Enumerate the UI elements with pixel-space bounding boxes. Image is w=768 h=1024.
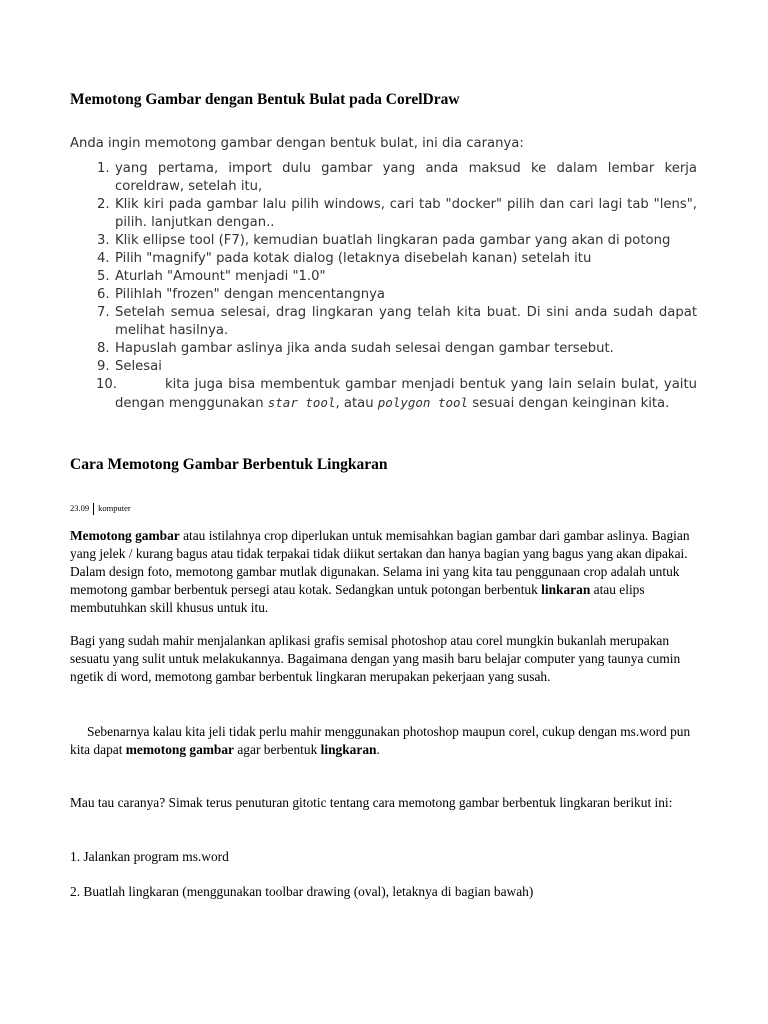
post-meta [70, 503, 131, 515]
list-item: 7. Setelah semua selesai, drag lingkaran yang telah kita buat. Di sini anda sudah dapat melihat hasilnya. [97, 305, 697, 338]
polygon-tool-text: polygon tool [377, 395, 469, 410]
steps-list [70, 160, 697, 413]
paragraph-2: Bagi yang sudah mahir menjalankan aplikasi grafis semisal photoshop atau corel mungkin bukanlah merupakan sesuatu yang sulit untuk melakukannya. Bagaimana dengan yang masih baru belajar computer yang taunya cumin ngetik di word, memotong gambar berbentuk lingkaran merupakan pekerjaan yang susah. [70, 633, 681, 684]
paragraph-4: Mau tau caranya? Simak terus penuturan gitotic tentang cara memotong gambar berbentuk lingkaran berikut ini: [70, 795, 673, 810]
list-item: 10. kita juga bisa membentuk gambar menjadi bentuk yang lain selain bulat, yaitu dengan menggunakan star tool, atau polygon tool sesuai dengan keinginan kita. [96, 377, 697, 411]
list-item: 2. Klik kiri pada gambar lalu pilih windows, cari tab "docker" pilih dan cari lagi tab "lens", pilih. lanjutkan dengan.. [97, 197, 697, 230]
star-tool-text: star tool [267, 395, 336, 410]
paragraph-3: Sebenarnya kalau kita jeli tidak perlu mahir menggunakan photoshop maupun corel, cukup dengan ms.word pun kita dapat memotong gambar agar berbentuk lingkaran. [70, 724, 691, 757]
paragraph-6: 2. Buatlah lingkaran (menggunakan toolbar drawing (oval), letaknya di bagian bawah) [70, 884, 534, 899]
list-item: 9. Selesai [97, 359, 162, 374]
post-category[interactable]: komputer [98, 503, 131, 513]
list-item: 6. Pilihlah "frozen" dengan mencentangnya [97, 287, 385, 302]
paragraph-5: 1. Jalankan program ms.word [70, 849, 229, 864]
list-item: 4. Pilih "magnify" pada kotak dialog (letaknya disebelah kanan) setelah itu [97, 251, 592, 266]
post-time: 23.09 [70, 503, 90, 513]
second-article-title: Cara Memotong Gambar Berbentuk Lingkaran [70, 456, 388, 473]
list-item: 5. Aturlah "Amount" menjadi "1.0" [97, 269, 326, 284]
list-item: 3. Klik ellipse tool (F7), kemudian buatlah lingkaran pada gambar yang akan di potong [97, 233, 671, 248]
paragraph-1: Memotong gambar atau istilahnya crop diperlukan untuk memisahkan bagian gambar dari gambar aslinya. Bagian yang jelek / kurang bagus atau tidak terpakai tidak diikut sertakan dan hanya bagian yang bagus yang akan dipakai. Dalam design foto, memotong gambar mutlak digunakan. Selama ini yang kita tau penggunaan crop adalah untuk memotong gambar berbentuk persegi atau kotak. Sedangkan untuk potongan berbentuk linkaran atau elips membutuhkan skill khusus untuk itu. [70, 528, 690, 615]
article-title: Memotong Gambar dengan Bentuk Bulat pada CorelDraw [70, 91, 460, 108]
intro-text: Anda ingin memotong gambar dengan bentuk bulat, ini dia caranya: [70, 136, 524, 151]
list-item: 1. yang pertama, import dulu gambar yang anda maksud ke dalam lembar kerja coreldraw, setelah itu, [97, 161, 697, 194]
meta-divider [93, 503, 94, 515]
list-item: 8. Hapuslah gambar aslinya jika anda sudah selesai dengan gambar tersebut. [97, 341, 614, 356]
